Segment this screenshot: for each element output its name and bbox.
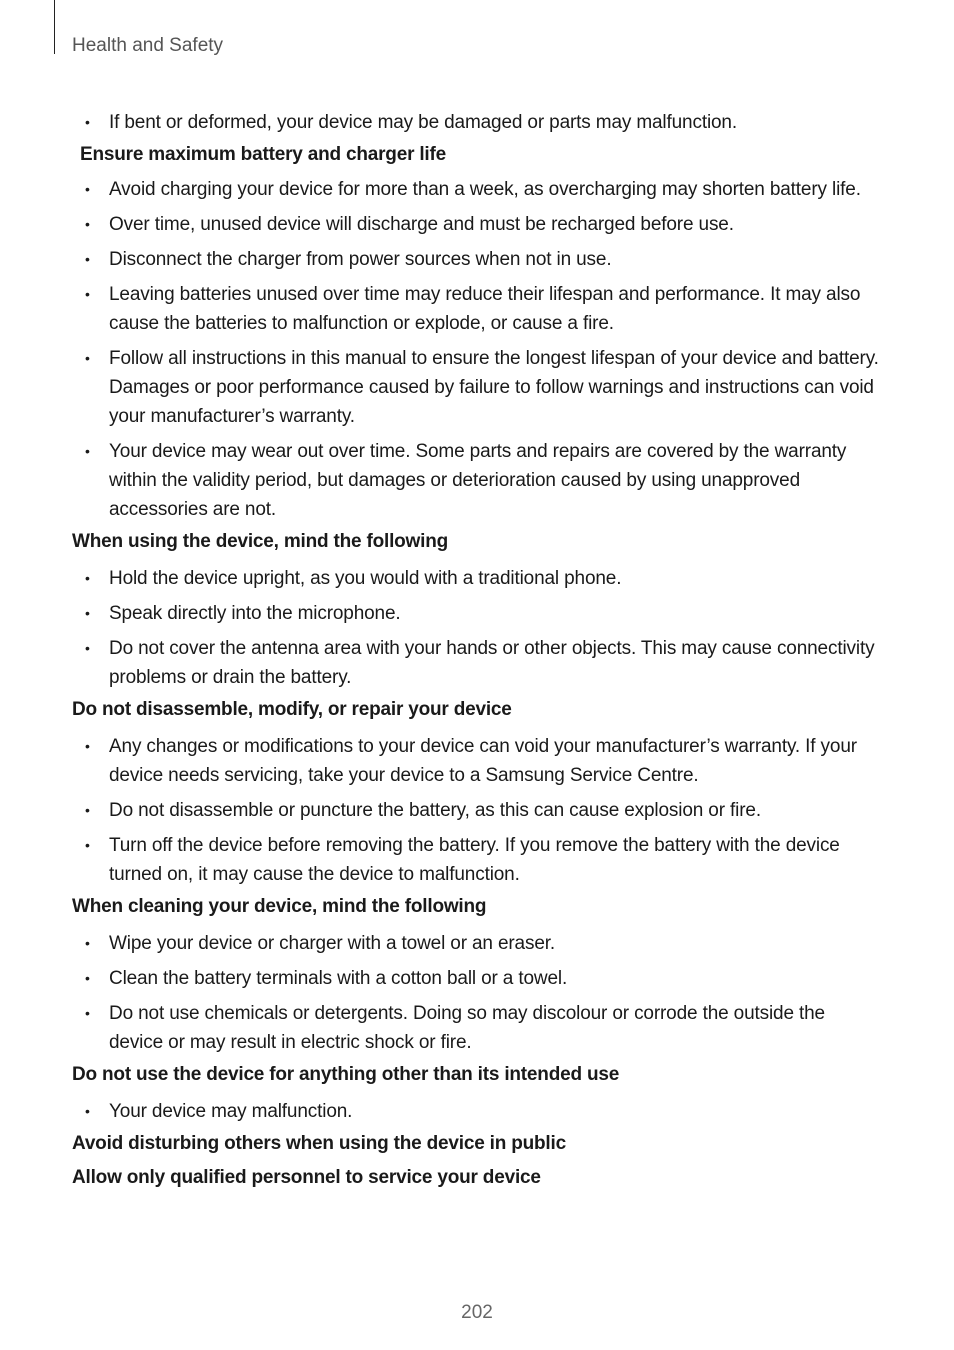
section-bullet-list xyxy=(72,732,884,889)
bullet-text: Do not use chemicals or detergents. Doing so may discolour or corrode the outside the device or may result in electric shock or fire. xyxy=(109,1003,825,1053)
bullet-dot: • xyxy=(85,570,90,586)
bullet-dot: • xyxy=(85,738,90,754)
bullet-text: Avoid charging your device for more than a week, as overcharging may shorten battery life. xyxy=(109,179,861,200)
bullet-text: Clean the battery terminals with a cotton ball or a towel. xyxy=(109,968,568,989)
bullet-item xyxy=(72,929,884,958)
intro-bullet-list xyxy=(72,108,884,137)
bullet-text: Over time, unused device will discharge and must be recharged before use. xyxy=(109,214,734,235)
bullet-dot: • xyxy=(85,216,90,232)
running-header: Health and Safety xyxy=(72,35,224,56)
section-heading: Allow only qualified personnel to service your device xyxy=(72,1167,541,1188)
section-heading: Ensure maximum battery and charger life xyxy=(80,144,446,165)
bullet-item xyxy=(72,634,884,692)
bullet-text: Do not cover the antenna area with your hands or other objects. This may cause connectivity problems or drain the battery. xyxy=(109,638,875,688)
bullet-text: Wipe your device or charger with a towel or an eraser. xyxy=(109,933,555,954)
bullet-text: Any changes or modifications to your device can void your manufacturer’s warranty. If your device needs servicing, take your device to a Samsung Service Centre. xyxy=(109,736,857,786)
page-content xyxy=(72,108,884,1200)
bullet-item xyxy=(72,437,884,524)
bullet-item xyxy=(72,796,884,825)
bullet-item xyxy=(72,999,884,1057)
bullet-dot: • xyxy=(85,251,90,267)
bullet-text: Your device may malfunction. xyxy=(109,1101,353,1122)
bullet-item xyxy=(72,210,884,239)
bullet-text: Speak directly into the microphone. xyxy=(109,603,401,624)
bullet-text: Do not disassemble or puncture the battery, as this can cause explosion or fire. xyxy=(109,800,761,821)
bullet-text: Your device may wear out over time. Some parts and repairs are covered by the warranty within the validity period, but damages or deterioration caused by using unapproved accessories are not. xyxy=(109,441,847,520)
section-heading: Avoid disturbing others when using the device in public xyxy=(72,1133,566,1154)
bullet-dot: • xyxy=(85,1005,90,1021)
bullet-dot: • xyxy=(85,181,90,197)
section-heading: Do not use the device for anything other than its intended use xyxy=(72,1064,620,1085)
bullet-item xyxy=(72,599,884,628)
bullet-dot: • xyxy=(85,970,90,986)
bullet-dot: • xyxy=(85,443,90,459)
bullet-item xyxy=(72,1097,884,1126)
bullet-item xyxy=(72,344,884,431)
section-bullet-list xyxy=(72,175,884,524)
bullet-text: Disconnect the charger from power sources when not in use. xyxy=(109,249,612,270)
bullet-item xyxy=(72,280,884,338)
section-heading: When cleaning your device, mind the following xyxy=(72,896,487,917)
bullet-dot: • xyxy=(85,837,90,853)
bullet-dot: • xyxy=(85,350,90,366)
bullet-text: Turn off the device before removing the battery. If you remove the battery with the device turned on, it may cause the device to malfunction. xyxy=(109,835,840,885)
bullet-item xyxy=(72,831,884,889)
bullet-text: If bent or deformed, your device may be damaged or parts may malfunction. xyxy=(109,112,737,133)
bullet-dot: • xyxy=(85,114,90,130)
section-heading: Do not disassemble, modify, or repair your device xyxy=(72,699,512,720)
section-bullet-list xyxy=(72,1097,884,1126)
bullet-text: Leaving batteries unused over time may reduce their lifespan and performance. It may also cause the batteries to malfunction or explode, or cause a fire. xyxy=(109,284,861,334)
section-bullet-list xyxy=(72,929,884,1057)
bullet-text: Follow all instructions in this manual to ensure the longest lifespan of your device and battery. Damages or poor performance caused by failure to follow warnings and instructions can void your manufacturer’s warranty. xyxy=(109,348,879,427)
bullet-item xyxy=(72,564,884,593)
section-bullet-list xyxy=(72,564,884,692)
bullet-item xyxy=(72,732,884,790)
bullet-dot: • xyxy=(85,605,90,621)
bullet-dot: • xyxy=(85,935,90,951)
section-heading: When using the device, mind the following xyxy=(72,531,449,552)
bullet-dot: • xyxy=(85,1103,90,1119)
bullet-item xyxy=(72,964,884,993)
bullet-item xyxy=(72,108,884,137)
bullet-dot: • xyxy=(85,286,90,302)
bullet-dot: • xyxy=(85,802,90,818)
bullet-item xyxy=(72,175,884,204)
margin-rule xyxy=(54,0,55,54)
bullet-text: Hold the device upright, as you would with a traditional phone. xyxy=(109,568,622,589)
bullet-item xyxy=(72,245,884,274)
bullet-dot: • xyxy=(85,640,90,656)
page-number: 202 xyxy=(461,1302,493,1323)
